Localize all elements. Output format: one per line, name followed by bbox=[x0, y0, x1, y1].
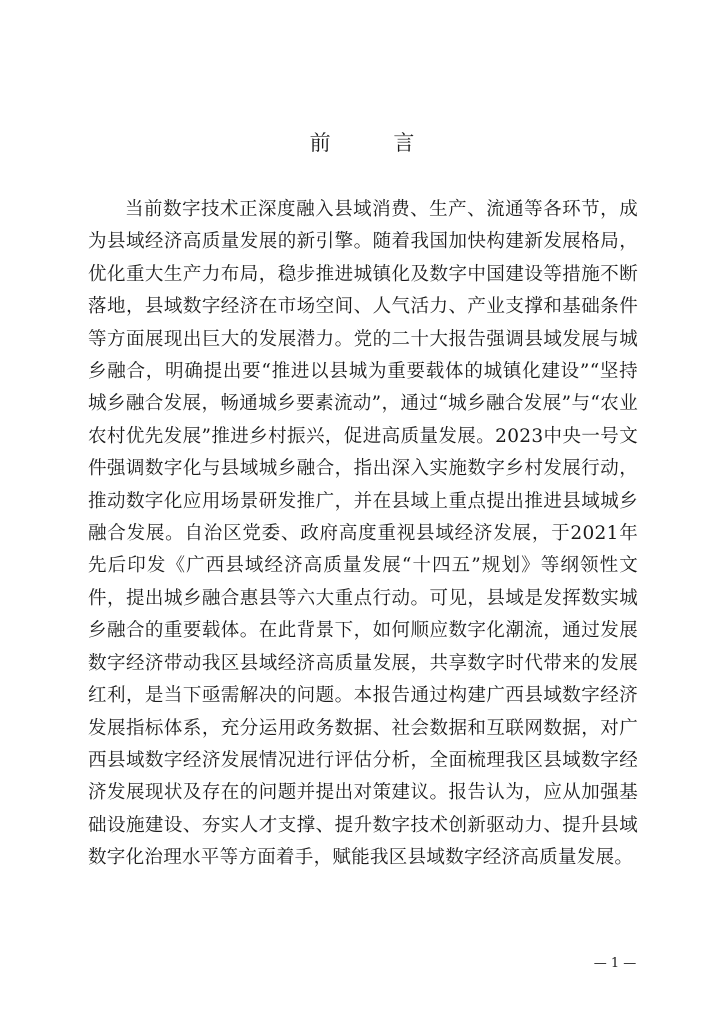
page-title: 前 言 bbox=[309, 131, 443, 155]
body-paragraph: 当前数字技术正深度融入县域消费、生产、流通等各环节，成为县域经济高质量发展的新引擎。随着我国加快构建新发展格局，优化重大生产力布局，稳步推进城镇化及数字中国建设等措施不断落地，县域数字经济在市场空间、人气活力、产业支撑和基础条件等方面展现出巨大的发展潜力。党的二十大报告强调县域发展与城乡融合，明确提出要“推进以县城为重要载体的城镇化建设”“坚持城乡融合发展，畅通城乡要素流动”，通过“城乡融合发展”与“农业农村优先发展”推进乡村振兴，促进高质量发展。2023中央一号文件强调数字化与县域城乡融合，指出深入实施数字乡村发展行动，推动数字化应用场景研发推广，并在县域上重点提出推进县域城乡融合发展。自治区党委、政府高度重视县域经济发展，于2021年先后印发《广西县域经济高质量发展“十四五”规划》等纲领性文件，提出城乡融合惠县等六大重点行动。可见，县域是发挥数实城乡融合的重要载体。在此背景下，如何顺应数字化潮流，通过发展数字经济带动我区县域经济高质量发展，共享数字时代带来的发展红利，是当下亟需解决的问题。本报告通过构建广西县域数字经济发展指标体系，充分运用政务数据、社会数据和互联网数据，对广西县域数字经济发展情况进行评估分析，全面梳理我区县域数字经济发展现状及存在的问题并提出对策建议。报告认为，应从加强基础设施建设、夯实人才支撑、提升数字技术创新驱动力、提升县域数字化治理水平等方面着手，赋能我区县域数字经济高质量发展。 bbox=[88, 199, 638, 869]
page-number: — 1 — bbox=[593, 956, 637, 971]
